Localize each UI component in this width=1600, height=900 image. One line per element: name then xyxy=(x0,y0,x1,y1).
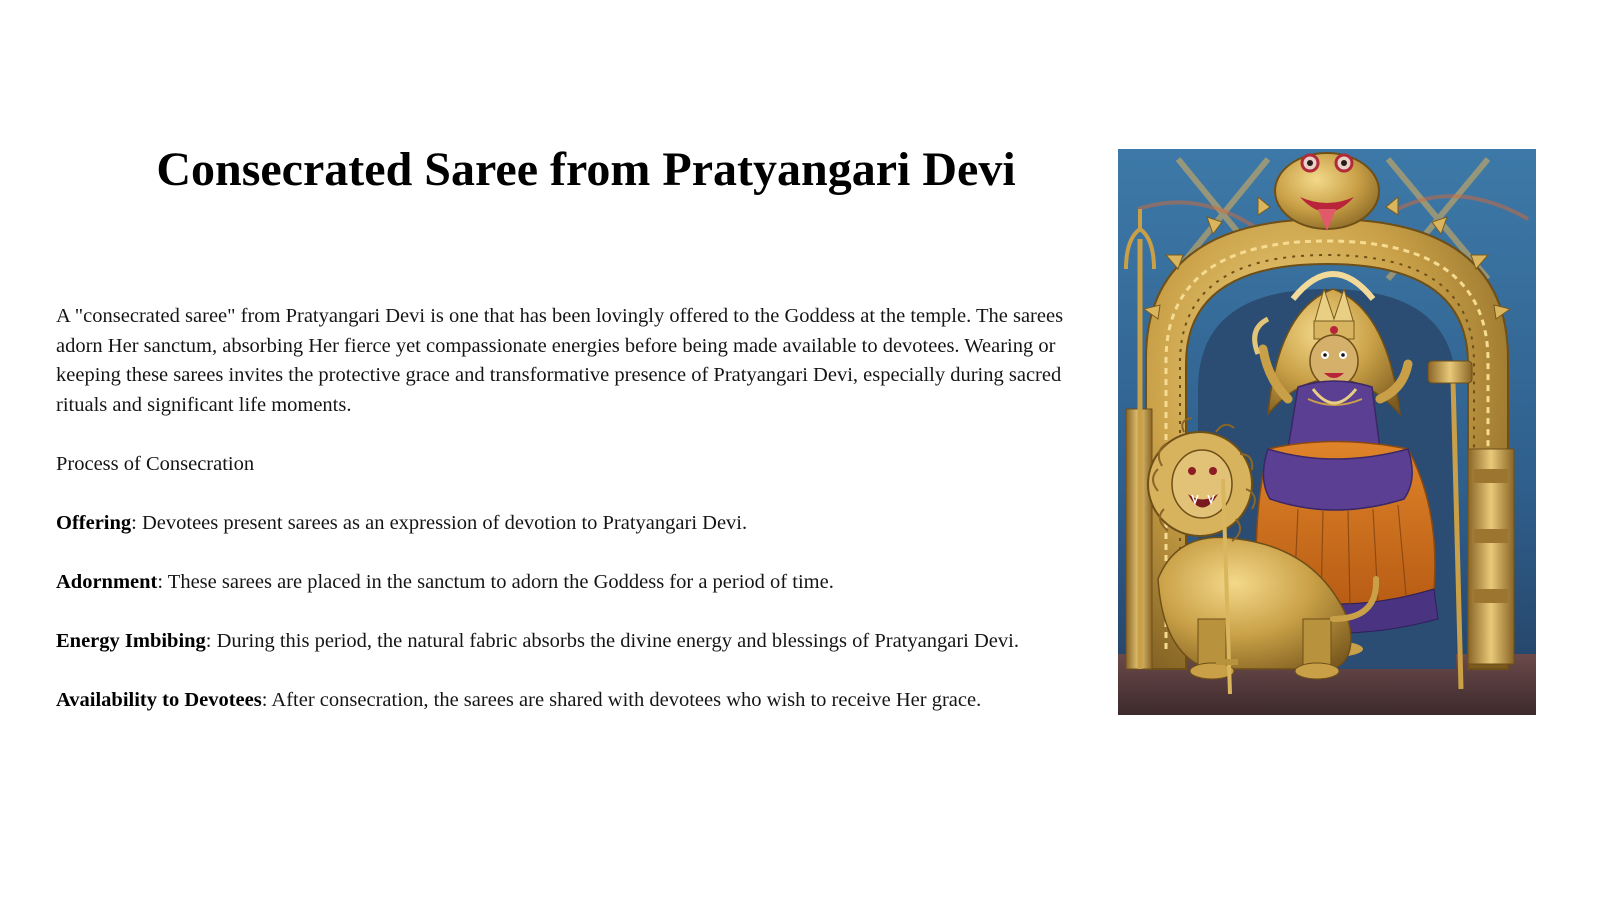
step-adornment xyxy=(56,568,1106,598)
step-term: Energy Imbibing xyxy=(56,629,206,652)
process-heading: Process of Consecration xyxy=(56,452,255,475)
step-term: Offering xyxy=(56,511,132,534)
page-title: Consecrated Saree from Pratyangari Devi xyxy=(156,143,1016,196)
step-description: : These sarees are placed in the sanctum to adorn the Goddess for a period of time. xyxy=(157,570,834,593)
step-term: Availability to Devotees xyxy=(56,688,262,711)
step-energy-imbibing xyxy=(56,627,1106,657)
deity-photo xyxy=(1118,149,1536,715)
article-body xyxy=(56,302,1106,745)
step-description: : During this period, the natural fabric absorbs the divine energy and blessings of Pratyangari Devi. xyxy=(205,629,1019,652)
step-offering xyxy=(56,509,1106,539)
step-description: : After consecration, the sarees are shared with devotees who wish to receive Her grace. xyxy=(261,688,982,711)
step-availability xyxy=(56,686,1106,716)
step-description: : Devotees present sarees as an expression of devotion to Pratyangari Devi. xyxy=(131,511,748,534)
step-term: Adornment xyxy=(56,570,158,593)
intro-paragraph: A "consecrated saree" from Pratyangari Devi is one that has been lovingly offered to the Goddess at the temple. The sarees adorn Her sanctum, absorbing Her fierce yet compassionate energies before being made available to devotees. Wearing or keeping these sarees invites the protective grace and transformative presence of Pratyangari Devi, especially during sacred rituals and significant life moments. xyxy=(56,305,1064,416)
